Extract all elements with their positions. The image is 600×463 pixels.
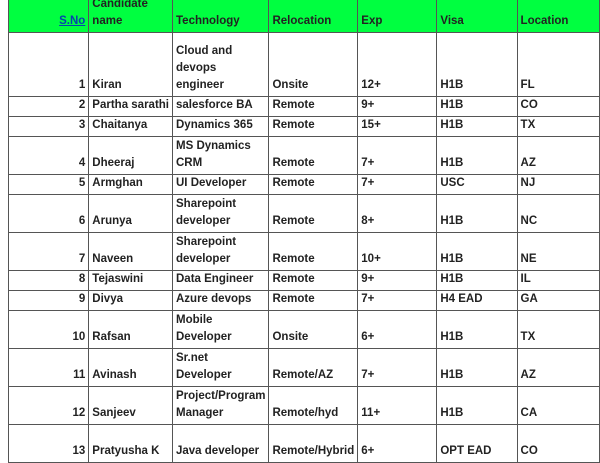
cell-name: Partha sarathi <box>89 97 173 117</box>
cell-name: Divya <box>89 291 173 311</box>
cell-technology: Mobile Developer <box>173 311 269 349</box>
cell-sno: 9 <box>9 291 89 311</box>
cell-relocation: Remote <box>269 117 358 137</box>
cell-name: Tejaswini <box>89 271 173 291</box>
cell-location: TX <box>517 117 599 137</box>
cell-location: FL <box>517 33 599 97</box>
cell-sno: 3 <box>9 117 89 137</box>
cell-relocation: Remote <box>269 195 358 233</box>
table-row <box>9 387 600 425</box>
cell-relocation: Remote/AZ <box>269 349 358 387</box>
cell-sno: 4 <box>9 137 89 175</box>
cell-visa: H1B <box>437 387 517 425</box>
cell-relocation: Remote <box>269 271 358 291</box>
cell-visa: H4 EAD <box>437 291 517 311</box>
cell-visa: H1B <box>437 271 517 291</box>
table-row <box>9 97 600 117</box>
cell-visa: USC <box>437 175 517 195</box>
cell-name: Avinash <box>89 349 173 387</box>
cell-exp: 7+ <box>358 291 437 311</box>
table-row <box>9 349 600 387</box>
cell-relocation: Remote <box>269 233 358 271</box>
cell-exp: 7+ <box>358 175 437 195</box>
cell-location: CO <box>517 97 599 117</box>
cell-name: Kiran <box>89 33 173 97</box>
cell-visa: H1B <box>437 233 517 271</box>
header-name: Candidate name <box>89 0 173 33</box>
cell-visa: H1B <box>437 33 517 97</box>
cell-sno: 10 <box>9 311 89 349</box>
cell-exp: 11+ <box>358 387 437 425</box>
cell-location: TX <box>517 311 599 349</box>
cell-relocation: Remote <box>269 175 358 195</box>
table-row <box>9 195 600 233</box>
cell-sno: 2 <box>9 97 89 117</box>
cell-location: NE <box>517 233 599 271</box>
cell-location: AZ <box>517 349 599 387</box>
cell-technology: Azure devops <box>173 291 269 311</box>
cell-technology: Sharepoint developer <box>173 233 269 271</box>
cell-name: Pratyusha K <box>89 425 173 463</box>
cell-technology: salesforce BA <box>173 97 269 117</box>
cell-technology: UI Developer <box>173 175 269 195</box>
cell-exp: 10+ <box>358 233 437 271</box>
cell-visa: H1B <box>437 117 517 137</box>
cell-sno: 8 <box>9 271 89 291</box>
cell-location: GA <box>517 291 599 311</box>
cell-exp: 8+ <box>358 195 437 233</box>
table-row <box>9 425 600 463</box>
candidate-table-container <box>8 0 600 463</box>
cell-location: CA <box>517 387 599 425</box>
cell-location: NC <box>517 195 599 233</box>
cell-name: Rafsan <box>89 311 173 349</box>
table-row <box>9 291 600 311</box>
cell-relocation: Remote/hyd <box>269 387 358 425</box>
cell-name: Naveen <box>89 233 173 271</box>
cell-visa: H1B <box>437 349 517 387</box>
cell-name: Arunya <box>89 195 173 233</box>
header-technology: Technology <box>173 0 269 33</box>
cell-relocation: Remote <box>269 97 358 117</box>
header-location: Location <box>517 0 599 33</box>
cell-name: Armghan <box>89 175 173 195</box>
cell-visa: H1B <box>437 137 517 175</box>
cell-technology: Cloud and devops engineer <box>173 33 269 97</box>
cell-sno: 5 <box>9 175 89 195</box>
cell-location: CO <box>517 425 599 463</box>
header-visa: Visa <box>437 0 517 33</box>
candidate-table <box>8 0 600 463</box>
sno-sort-link[interactable]: S.No <box>59 15 86 27</box>
cell-visa: H1B <box>437 311 517 349</box>
cell-exp: 15+ <box>358 117 437 137</box>
cell-relocation: Remote <box>269 137 358 175</box>
cell-name: Chaitanya <box>89 117 173 137</box>
cell-technology: Sharepoint developer <box>173 195 269 233</box>
cell-exp: 7+ <box>358 349 437 387</box>
cell-sno: 12 <box>9 387 89 425</box>
cell-relocation: Onsite <box>269 33 358 97</box>
cell-exp: 7+ <box>358 137 437 175</box>
cell-name: Sanjeev <box>89 387 173 425</box>
table-row <box>9 271 600 291</box>
cell-visa: H1B <box>437 97 517 117</box>
cell-sno: 1 <box>9 33 89 97</box>
cell-visa: H1B <box>437 195 517 233</box>
cell-exp: 9+ <box>358 97 437 117</box>
cell-location: NJ <box>517 175 599 195</box>
cell-name: Dheeraj <box>89 137 173 175</box>
cell-relocation: Onsite <box>269 311 358 349</box>
cell-location: AZ <box>517 137 599 175</box>
cell-technology: Project/Program Manager <box>173 387 269 425</box>
header-row <box>9 0 600 33</box>
cell-exp: 6+ <box>358 425 437 463</box>
header-relocation: Relocation <box>269 0 358 33</box>
header-exp: Exp <box>358 0 437 33</box>
table-row <box>9 175 600 195</box>
cell-technology: MS Dynamics CRM <box>173 137 269 175</box>
cell-sno: 6 <box>9 195 89 233</box>
cell-exp: 12+ <box>358 33 437 97</box>
cell-sno: 11 <box>9 349 89 387</box>
header-sno[interactable] <box>9 0 89 33</box>
table-row <box>9 311 600 349</box>
cell-technology: Java developer <box>173 425 269 463</box>
cell-technology: Dynamics 365 <box>173 117 269 137</box>
table-row <box>9 233 600 271</box>
cell-relocation: Remote/Hybrid <box>269 425 358 463</box>
cell-exp: 6+ <box>358 311 437 349</box>
cell-sno: 13 <box>9 425 89 463</box>
table-row <box>9 117 600 137</box>
cell-visa: OPT EAD <box>437 425 517 463</box>
table-row <box>9 137 600 175</box>
cell-sno: 7 <box>9 233 89 271</box>
cell-relocation: Remote <box>269 291 358 311</box>
cell-location: IL <box>517 271 599 291</box>
table-row <box>9 33 600 97</box>
cell-technology: Sr.net Developer <box>173 349 269 387</box>
cell-exp: 9+ <box>358 271 437 291</box>
cell-technology: Data Engineer <box>173 271 269 291</box>
